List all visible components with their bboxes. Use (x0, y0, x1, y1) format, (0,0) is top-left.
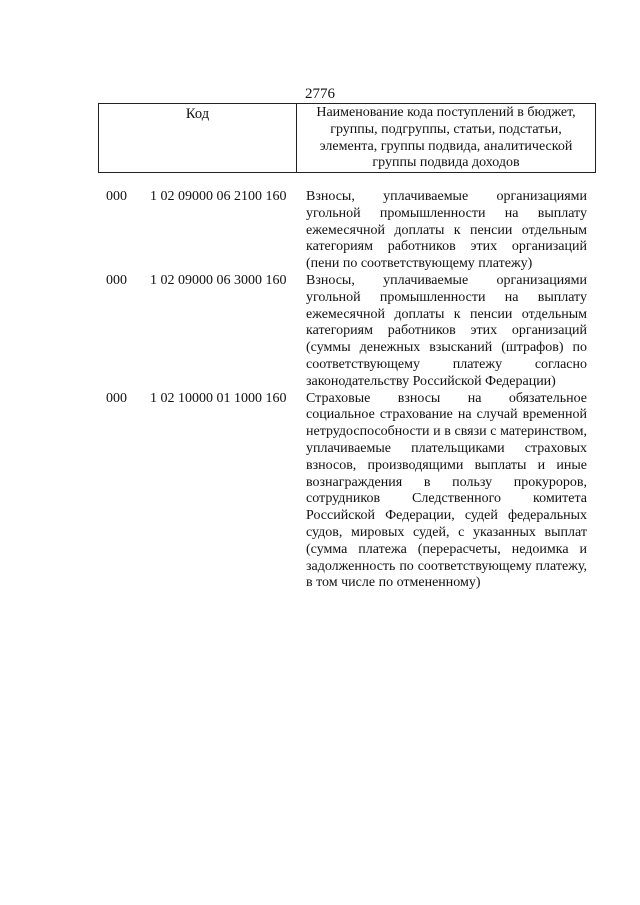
admin-code: 000 (106, 272, 127, 288)
page-number: 2776 (305, 86, 335, 102)
revenue-code: 1 02 09000 06 2100 160 (150, 189, 287, 204)
table-row (0, 189, 640, 273)
table-row (0, 273, 640, 391)
revenue-code: 1 02 10000 01 1000 160 (150, 390, 287, 406)
revenue-description: Взносы, уплачиваемые организациями угольной промышленности на выплату ежемесячной доплаты к пенсии отдельным категориям работников этих организаций (суммы денежных взысканий (штрафов) по соответствующему платежу согласно законодательству Российской Федерации) (306, 272, 587, 389)
table-row (0, 391, 640, 593)
table-header (98, 103, 596, 173)
revenue-description: Страховые взносы на обязательное социальное страхование на случай временной нетрудоспособности и в связи с материнством, уплачиваемые плательщиками страховых взносов, производящими выплаты и иные вознаграждения в пользу прокуроров, сотрудников Следственного комитета Российской Федерации, судей федеральных судов, мировых судей, с указанных выплат (сумма платежа (перерасчеты, недоимка и задолженность по соответствующему платежу, в том числе по отмененному) (306, 390, 587, 591)
table-body (0, 189, 640, 592)
admin-code: 000 (106, 189, 127, 204)
header-code-column: Код (99, 104, 297, 172)
revenue-code: 1 02 09000 06 3000 160 (150, 272, 287, 288)
revenue-description: Взносы, уплачиваемые организациями угольной промышленности на выплату ежемесячной доплаты к пенсии отдельным категориям работников этих организаций (пени по соответствующему платежу) (306, 189, 587, 272)
header-name-column: Наименование кода поступлений в бюджет, группы, подгруппы, статьи, подстатьи, элемента, группы подвида, аналитической группы подвида доходов (316, 105, 576, 171)
admin-code: 000 (106, 390, 127, 406)
